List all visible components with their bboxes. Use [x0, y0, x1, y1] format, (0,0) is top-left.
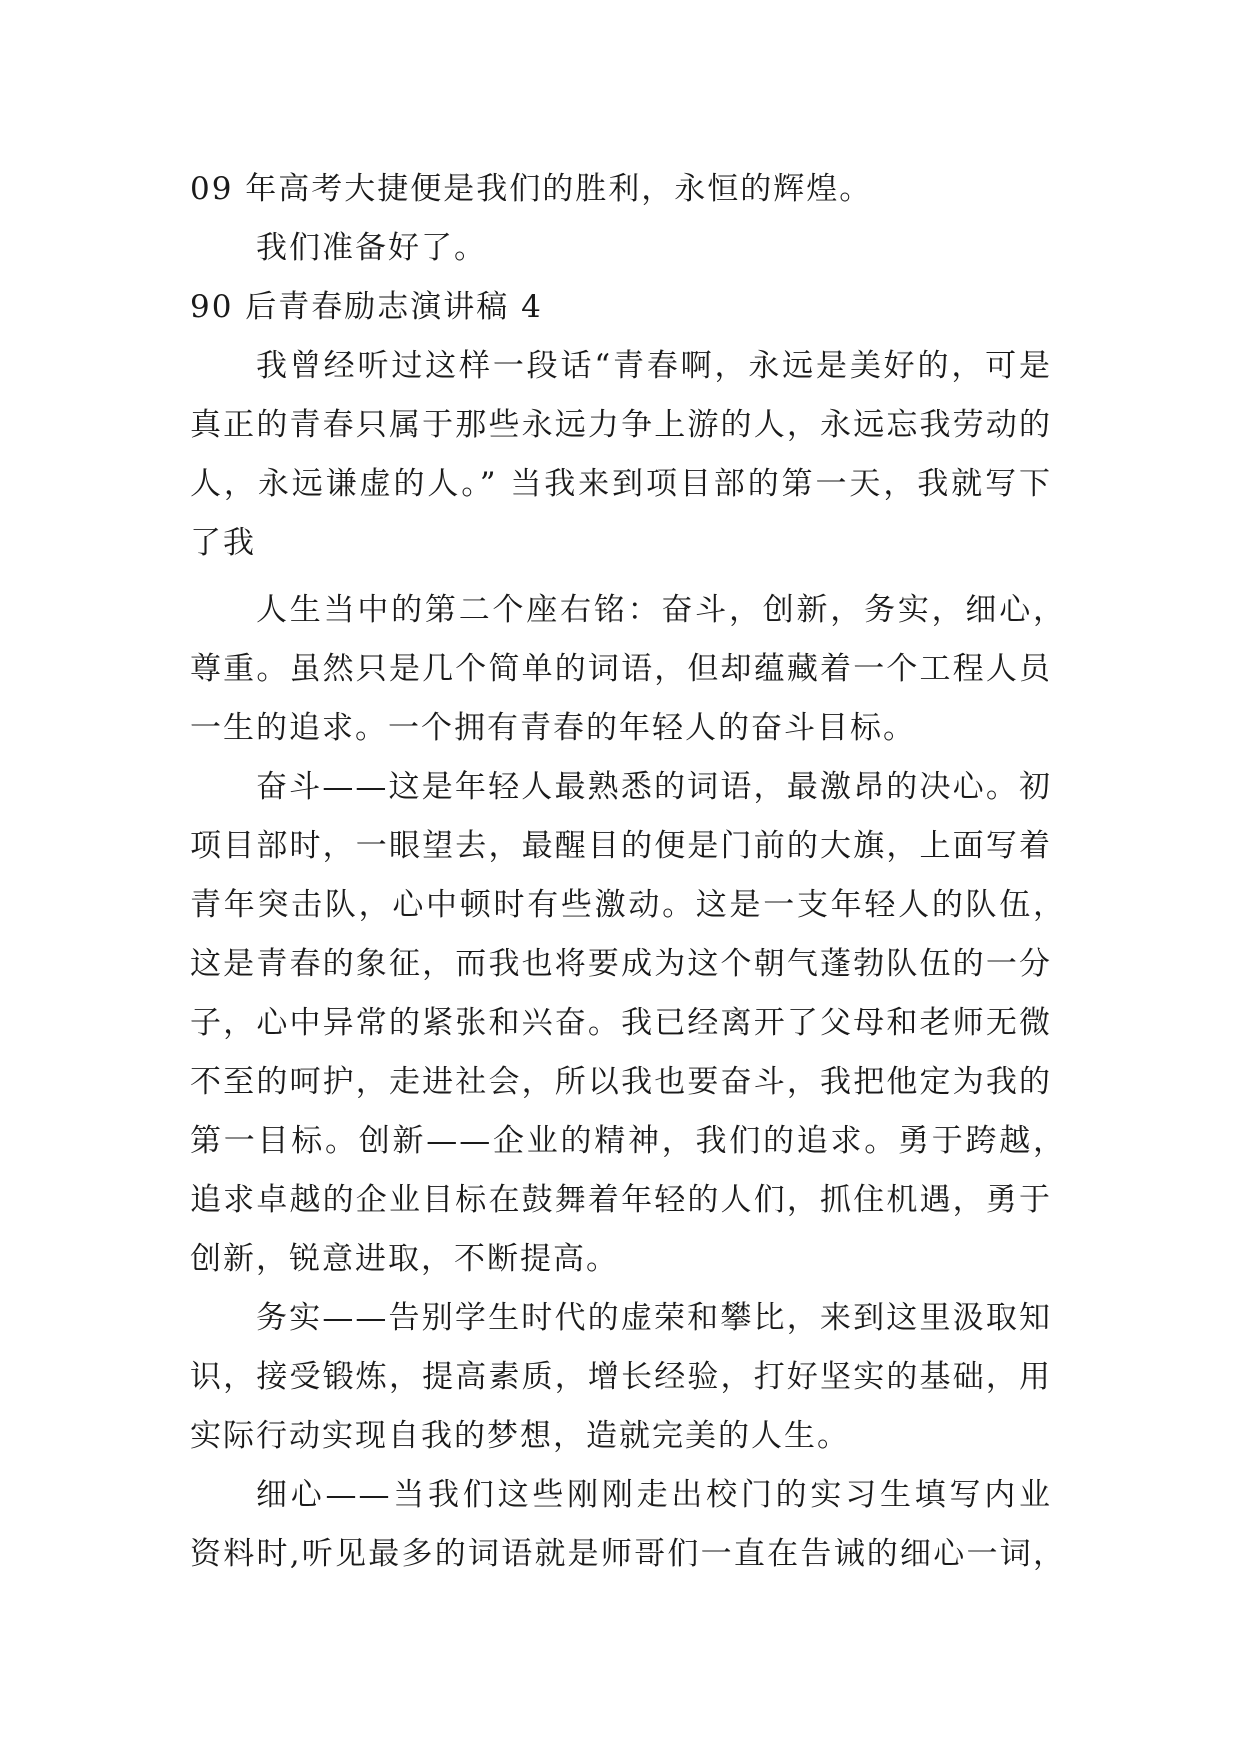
text-line: 人，永远谦虚的人。” 当我来到项目部的第一天，我就写下 [190, 466, 1052, 502]
text-line: 项目部时，一眼望去，最醒目的便是门前的大旗，上面写着 [190, 828, 1052, 864]
text-line: 子，心中异常的紧张和兴奋。我已经离开了父母和老师无微 [190, 1005, 1052, 1041]
text-line: 了我 [190, 525, 256, 561]
text-line: 人生当中的第二个座右铭：奋斗，创新，务实，细心， [256, 592, 1066, 628]
text-line: 青年突击队，心中顿时有些激动。这是一支年轻人的队伍， [190, 887, 1066, 923]
text-line: 尊重。虽然只是几个简单的词语，但却蕴藏着一个工程人员 [190, 651, 1052, 687]
text-line: 我曾经听过这样一段话“青春啊，永远是美好的，可是 [256, 348, 1052, 384]
text-line: 创新，锐意进取，不断提高。 [190, 1241, 619, 1277]
document-body [190, 160, 1070, 1584]
text-line: 细心——当我们这些刚刚走出校门的实习生填写内业 [256, 1477, 1052, 1513]
section-heading: 90 后青春励志演讲稿 4 [190, 289, 543, 325]
text-line: 务实——告别学生时代的虚荣和攀比，来到这里汲取知 [256, 1300, 1052, 1336]
text-line: 资料时,听见最多的词语就是师哥们一直在告诫的细心一词， [190, 1536, 1066, 1572]
text-line: 这是青春的象征，而我也将要成为这个朝气蓬勃队伍的一分 [190, 946, 1052, 982]
text-line: 09 年高考大捷便是我们的胜利，永恒的辉煌。 [190, 171, 873, 207]
text-line: 一生的追求。一个拥有青春的年轻人的奋斗目标。 [190, 710, 916, 746]
text-line: 我们准备好了。 [256, 230, 487, 266]
text-line: 不至的呵护，走进社会，所以我也要奋斗，我把他定为我的 [190, 1064, 1052, 1100]
text-line: 奋斗——这是年轻人最熟悉的词语，最激昂的决心。初 [256, 769, 1052, 805]
text-line: 真正的青春只属于那些永远力争上游的人，永远忘我劳动的 [190, 407, 1052, 443]
text-line: 实际行动实现自我的梦想，造就完美的人生。 [190, 1418, 850, 1454]
text-line: 第一目标。创新——企业的精神，我们的追求。勇于跨越， [190, 1123, 1066, 1159]
text-line: 追求卓越的企业目标在鼓舞着年轻的人们，抓住机遇，勇于 [190, 1182, 1052, 1218]
text-line: 识，接受锻炼，提高素质，增长经验，打好坚实的基础，用 [190, 1359, 1052, 1395]
